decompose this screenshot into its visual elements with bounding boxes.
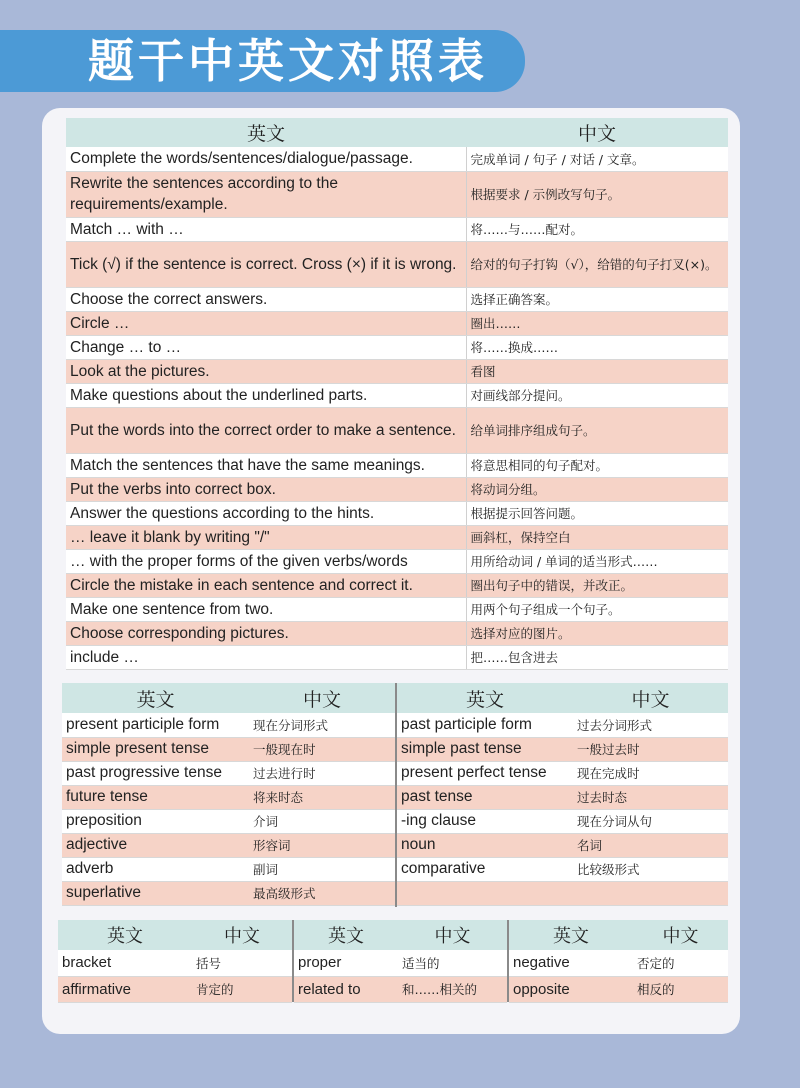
english-term: … leave it blank by writing "/" bbox=[66, 525, 466, 549]
chinese-term bbox=[573, 881, 728, 905]
english-term: simple present tense bbox=[62, 737, 249, 761]
column-header-chinese: 中文 bbox=[192, 920, 292, 950]
chinese-term: 一般现在时 bbox=[249, 737, 395, 761]
english-term: Change … to … bbox=[66, 335, 466, 359]
table-row bbox=[66, 453, 728, 477]
english-term: comparative bbox=[397, 857, 573, 881]
english-term: present perfect tense bbox=[397, 761, 573, 785]
chinese-term: 将动词分组。 bbox=[466, 477, 728, 501]
english-term: … with the proper forms of the given verbs/words bbox=[66, 549, 466, 573]
column-header-chinese: 中文 bbox=[249, 683, 395, 713]
title-banner-edge bbox=[0, 30, 55, 92]
chinese-term: 用所给动词 / 单词的适当形式…… bbox=[466, 549, 728, 573]
chinese-term: 和……相关的 bbox=[398, 976, 507, 1002]
chinese-term: 相反的 bbox=[633, 976, 728, 1002]
chinese-term: 一般过去时 bbox=[573, 737, 728, 761]
column-header-english: 英文 bbox=[66, 118, 466, 147]
chinese-term: 副词 bbox=[249, 857, 395, 881]
table-row bbox=[66, 645, 728, 669]
table-row bbox=[294, 950, 507, 976]
column-header-chinese: 中文 bbox=[398, 920, 507, 950]
chinese-term: 最高级形式 bbox=[249, 881, 395, 905]
english-term: past participle form bbox=[397, 713, 573, 737]
chinese-term: 否定的 bbox=[633, 950, 728, 976]
table-row bbox=[58, 950, 292, 976]
english-term: negative bbox=[509, 950, 633, 976]
table-row bbox=[397, 881, 728, 905]
chinese-term: 过去分词形式 bbox=[573, 713, 728, 737]
english-term: proper bbox=[294, 950, 398, 976]
chinese-term: 名词 bbox=[573, 833, 728, 857]
english-term: include … bbox=[66, 645, 466, 669]
english-term: Tick (√) if the sentence is correct. Cross (×) if it is wrong. bbox=[66, 241, 466, 287]
english-term: Complete the words/sentences/dialogue/passage. bbox=[66, 147, 466, 171]
english-term: Circle the mistake in each sentence and correct it. bbox=[66, 573, 466, 597]
chinese-term: 将……与……配对。 bbox=[466, 217, 728, 241]
table-row bbox=[397, 809, 728, 833]
chinese-term: 现在分词形式 bbox=[249, 713, 395, 737]
table-row bbox=[58, 976, 292, 1002]
table-row bbox=[66, 287, 728, 311]
column-header-chinese: 中文 bbox=[633, 920, 728, 950]
table-row bbox=[66, 241, 728, 287]
column-header-english: 英文 bbox=[509, 920, 633, 950]
chinese-term: 将意思相同的句子配对。 bbox=[466, 453, 728, 477]
english-term: Make questions about the underlined parts. bbox=[66, 383, 466, 407]
vocab-table-2 bbox=[294, 920, 507, 1003]
english-term: related to bbox=[294, 976, 398, 1002]
chinese-term: 根据提示回答问题。 bbox=[466, 501, 728, 525]
english-term: simple past tense bbox=[397, 737, 573, 761]
table-row bbox=[62, 857, 395, 881]
table-row bbox=[62, 761, 395, 785]
column-header-english: 英文 bbox=[397, 683, 573, 713]
table-row bbox=[62, 737, 395, 761]
chinese-term: 给对的句子打钩（√），给错的句子打叉(×)。 bbox=[466, 241, 728, 287]
page-title: 题干中英文对照表 bbox=[88, 34, 488, 88]
chinese-term: 介词 bbox=[249, 809, 395, 833]
chinese-term: 画斜杠，保持空白 bbox=[466, 525, 728, 549]
english-term: Look at the pictures. bbox=[66, 359, 466, 383]
grammar-table-right bbox=[397, 683, 728, 906]
table-row bbox=[66, 501, 728, 525]
table-row bbox=[397, 737, 728, 761]
table-row bbox=[66, 335, 728, 359]
english-term: noun bbox=[397, 833, 573, 857]
chinese-term: 对画线部分提问。 bbox=[466, 383, 728, 407]
column-header-english: 英文 bbox=[294, 920, 398, 950]
chinese-term: 圈出句子中的错误，并改正。 bbox=[466, 573, 728, 597]
column-header-chinese: 中文 bbox=[573, 683, 728, 713]
table-row bbox=[397, 857, 728, 881]
english-term: bracket bbox=[58, 950, 192, 976]
english-term: Choose the correct answers. bbox=[66, 287, 466, 311]
english-term: -ing clause bbox=[397, 809, 573, 833]
table-row bbox=[66, 477, 728, 501]
chinese-term: 将来时态 bbox=[249, 785, 395, 809]
english-term: Answer the questions according to the hints. bbox=[66, 501, 466, 525]
table-row bbox=[66, 359, 728, 383]
table-row bbox=[66, 407, 728, 453]
chinese-term: 把……包含进去 bbox=[466, 645, 728, 669]
english-term: Circle … bbox=[66, 311, 466, 335]
table-row bbox=[66, 525, 728, 549]
table-row bbox=[62, 809, 395, 833]
table-row bbox=[294, 976, 507, 1002]
chinese-term: 现在完成时 bbox=[573, 761, 728, 785]
grammar-table-left bbox=[62, 683, 395, 906]
chinese-term: 用两个句子组成一个句子。 bbox=[466, 597, 728, 621]
table-row bbox=[397, 785, 728, 809]
english-term: adjective bbox=[62, 833, 249, 857]
chinese-term: 过去时态 bbox=[573, 785, 728, 809]
english-term: present participle form bbox=[62, 713, 249, 737]
english-term: past progressive tense bbox=[62, 761, 249, 785]
chinese-term: 给单词排序组成句子。 bbox=[466, 407, 728, 453]
column-header-english: 英文 bbox=[62, 683, 249, 713]
english-term: Make one sentence from two. bbox=[66, 597, 466, 621]
english-term bbox=[397, 881, 573, 905]
table-row bbox=[66, 217, 728, 241]
english-term: future tense bbox=[62, 785, 249, 809]
table-row bbox=[62, 881, 395, 905]
chinese-term: 看图 bbox=[466, 359, 728, 383]
table-row bbox=[397, 761, 728, 785]
table-row bbox=[66, 621, 728, 645]
chinese-term: 比较级形式 bbox=[573, 857, 728, 881]
table-row bbox=[509, 976, 728, 1002]
chinese-term: 现在分词从句 bbox=[573, 809, 728, 833]
english-term: superlative bbox=[62, 881, 249, 905]
chinese-term: 圈出…… bbox=[466, 311, 728, 335]
table-row bbox=[66, 597, 728, 621]
chinese-term: 完成单词 / 句子 / 对话 / 文章。 bbox=[466, 147, 728, 171]
chinese-term: 适当的 bbox=[398, 950, 507, 976]
chinese-term: 形容词 bbox=[249, 833, 395, 857]
table-row bbox=[62, 833, 395, 857]
table-row bbox=[62, 785, 395, 809]
english-term: Put the verbs into correct box. bbox=[66, 477, 466, 501]
vocab-table-3 bbox=[509, 920, 728, 1003]
table-row bbox=[66, 171, 728, 217]
table-row bbox=[509, 950, 728, 976]
table-row bbox=[62, 713, 395, 737]
english-term: Rewrite the sentences according to the requirements/example. bbox=[66, 171, 466, 217]
english-term: Put the words into the correct order to make a sentence. bbox=[66, 407, 466, 453]
chinese-term: 将……换成…… bbox=[466, 335, 728, 359]
table-row bbox=[66, 147, 728, 171]
chinese-term: 选择正确答案。 bbox=[466, 287, 728, 311]
table-row bbox=[397, 713, 728, 737]
table-row bbox=[66, 311, 728, 335]
english-term: preposition bbox=[62, 809, 249, 833]
column-header-chinese: 中文 bbox=[466, 118, 728, 147]
english-term: Match the sentences that have the same meanings. bbox=[66, 453, 466, 477]
table-row bbox=[66, 573, 728, 597]
english-term: adverb bbox=[62, 857, 249, 881]
column-header-english: 英文 bbox=[58, 920, 192, 950]
english-term: past tense bbox=[397, 785, 573, 809]
instructions-table bbox=[66, 118, 728, 670]
english-term: opposite bbox=[509, 976, 633, 1002]
chinese-term: 括号 bbox=[192, 950, 292, 976]
vocab-table-1 bbox=[58, 920, 292, 1003]
table-row bbox=[66, 383, 728, 407]
table-row bbox=[66, 549, 728, 573]
english-term: Choose corresponding pictures. bbox=[66, 621, 466, 645]
chinese-term: 肯定的 bbox=[192, 976, 292, 1002]
table-row bbox=[397, 833, 728, 857]
chinese-term: 过去进行时 bbox=[249, 761, 395, 785]
chinese-term: 选择对应的图片。 bbox=[466, 621, 728, 645]
english-term: Match … with … bbox=[66, 217, 466, 241]
chinese-term: 根据要求 / 示例改写句子。 bbox=[466, 171, 728, 217]
english-term: affirmative bbox=[58, 976, 192, 1002]
